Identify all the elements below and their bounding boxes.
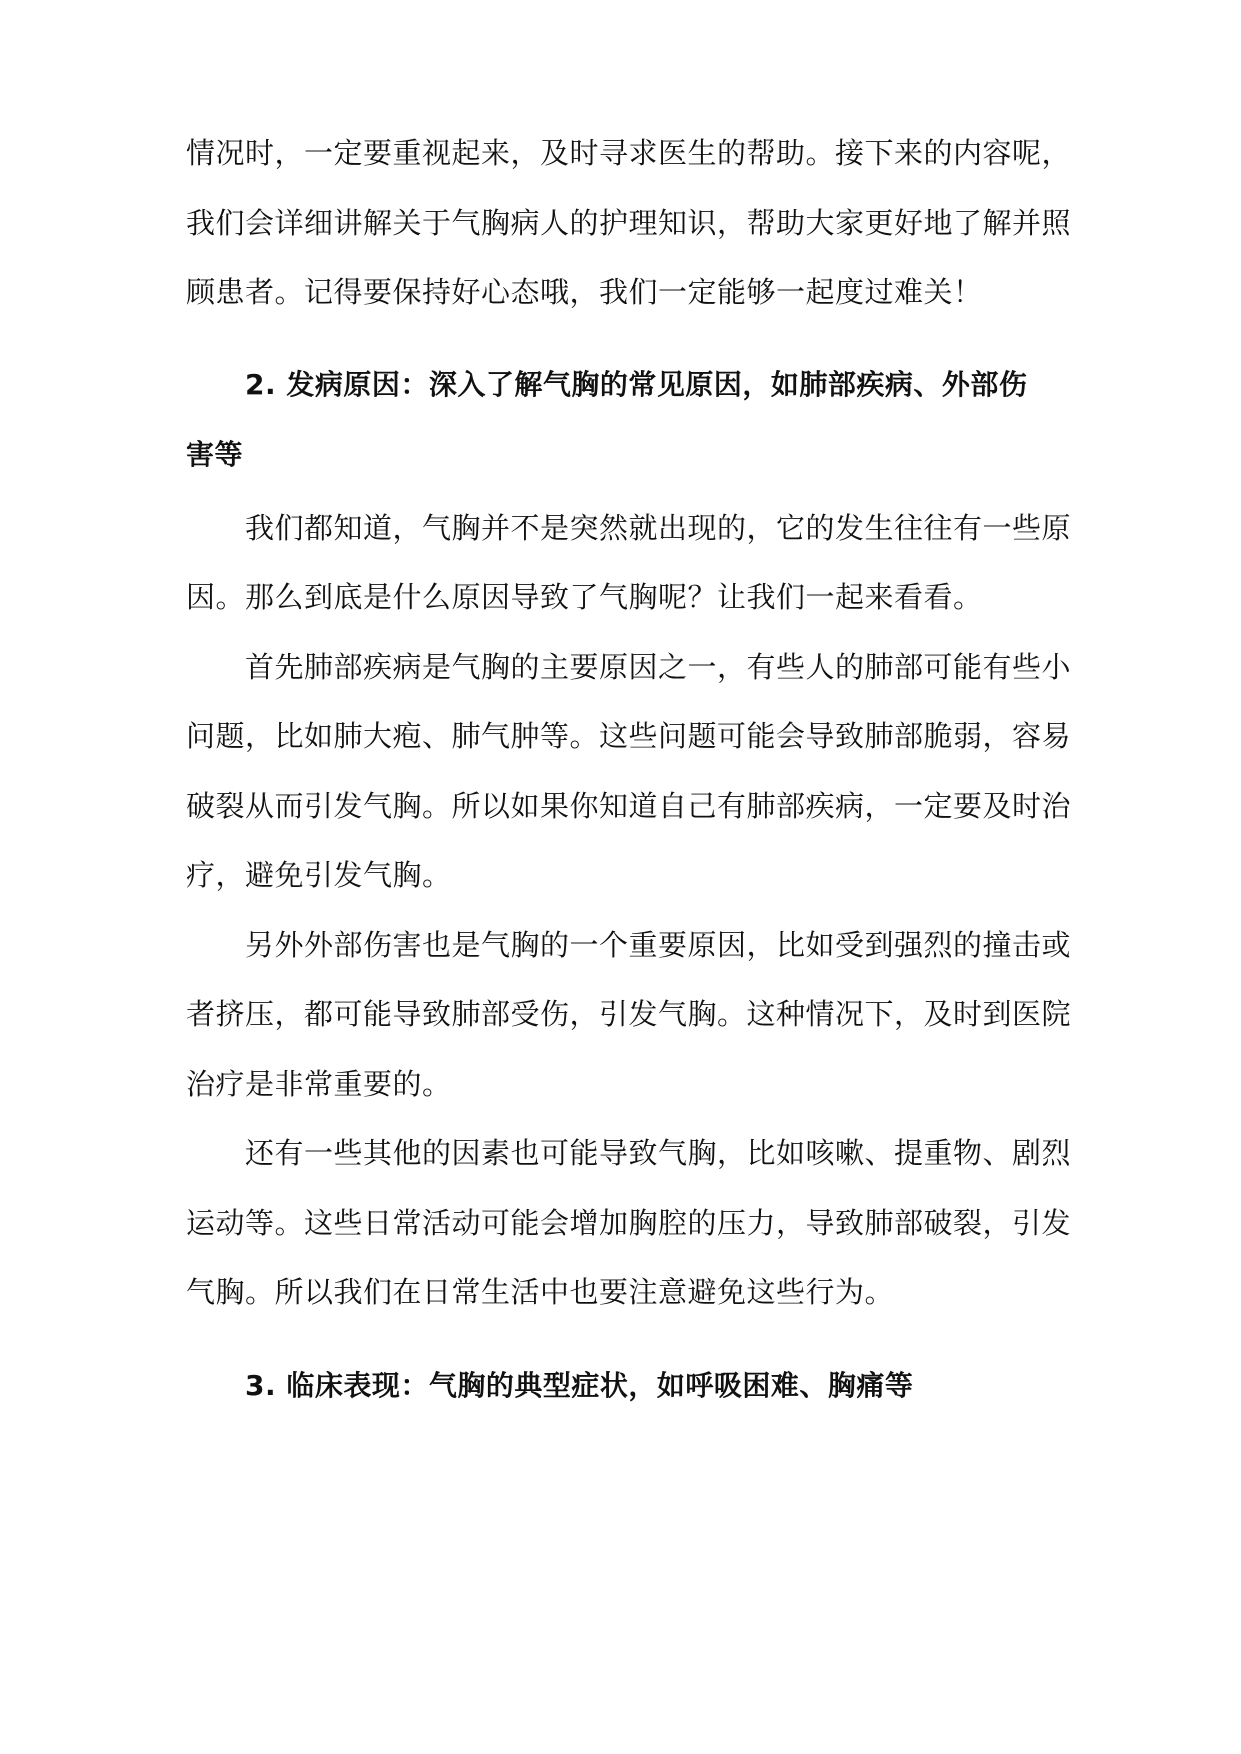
section2-para3-line-2: 者挤压，都可能导致肺部受伤，引发气胸。这种情况下，及时到医院 xyxy=(186,997,1072,1031)
section2-para4-line-1: 还有一些其他的因素也可能导致气胸，比如咳嗽、提重物、剧烈 xyxy=(245,1136,1072,1170)
section2-para3-line-1: 另外外部伤害也是气胸的一个重要原因，比如受到强烈的撞击或 xyxy=(245,928,1072,962)
section2-heading-line-2: 害等 xyxy=(186,438,244,471)
section2-para2-line-2: 问题，比如肺大疱、肺气肿等。这些问题可能会导致肺部脆弱，容易 xyxy=(186,719,1072,753)
section2-para4-line-3: 气胸。所以我们在日常生活中也要注意避免这些行为。 xyxy=(186,1275,895,1309)
intro-line-3: 顾患者。记得要保持好心态哦，我们一定能够一起度过难关！ xyxy=(186,275,983,309)
section2-para1-line-1: 我们都知道，气胸并不是突然就出现的，它的发生往往有一些原 xyxy=(245,511,1072,545)
section2-para2-line-4: 疗，避免引发气胸。 xyxy=(186,858,452,892)
section2-para2-line-1: 首先肺部疾病是气胸的主要原因之一，有些人的肺部可能有些小 xyxy=(245,650,1072,684)
intro-line-1: 情况时，一定要重视起来，及时寻求医生的帮助。接下来的内容呢， xyxy=(186,136,1072,170)
section2-para3-line-3: 治疗是非常重要的。 xyxy=(186,1067,452,1101)
section2-para2-line-3: 破裂从而引发气胸。所以如果你知道自己有肺部疾病，一定要及时治 xyxy=(186,789,1072,823)
section2-heading-line-1: 2. 发病原因：深入了解气胸的常见原因，如肺部疾病、外部伤 xyxy=(245,368,1028,401)
section3-heading: 3. 临床表现：气胸的典型症状，如呼吸困难、胸痛等 xyxy=(245,1369,914,1402)
intro-line-2: 我们会详细讲解关于气胸病人的护理知识，帮助大家更好地了解并照 xyxy=(186,206,1072,240)
section2-para4-line-2: 运动等。这些日常活动可能会增加胸腔的压力，导致肺部破裂，引发 xyxy=(186,1206,1072,1240)
section2-para1-line-2: 因。那么到底是什么原因导致了气胸呢？让我们一起来看看。 xyxy=(186,580,983,614)
